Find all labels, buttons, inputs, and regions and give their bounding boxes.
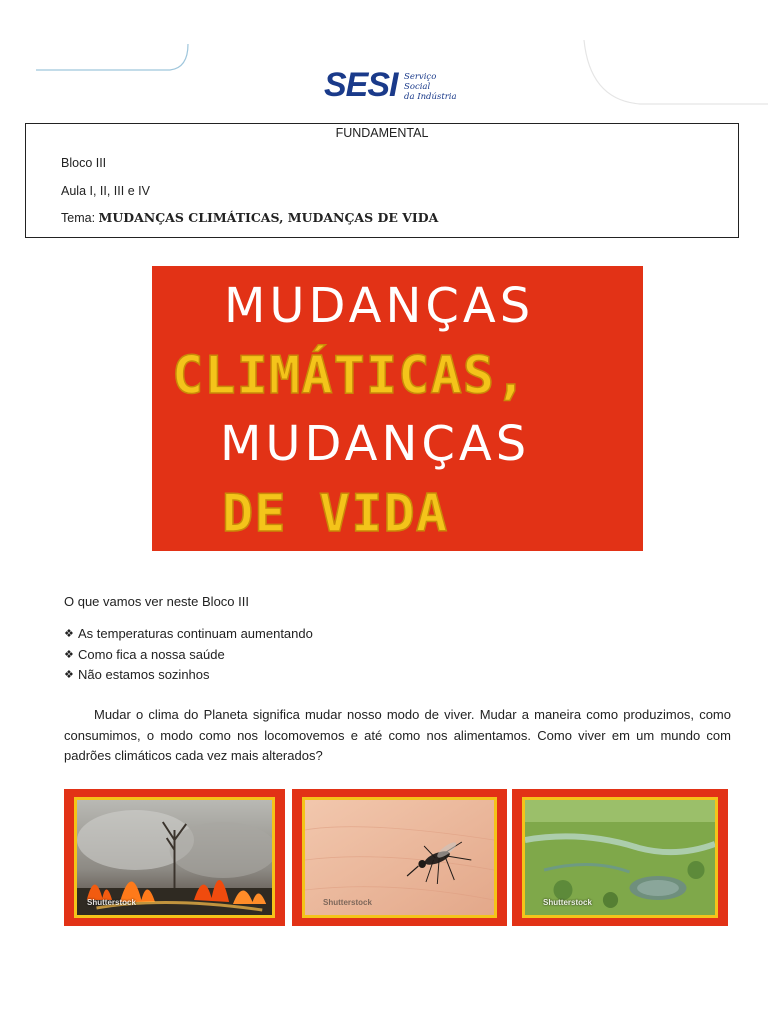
topic-list [64,624,313,686]
intro-text: O que vamos ver neste Bloco III [64,594,249,609]
logo-subtitle-line: Social [404,82,431,92]
level-title: FUNDAMENTAL [335,126,429,140]
diamond-bullet-icon: ❖ [64,648,74,661]
watermark: Shutterstock [323,898,372,907]
list-item [64,665,313,686]
theme-label: Tema: [61,211,96,225]
block-label: Bloco III [61,156,107,170]
banner-line-4: DE VIDA [222,484,449,544]
watermark: Shutterstock [543,898,592,907]
banner-line-1: MUDANÇAS [224,278,535,334]
mosquito-photo [292,789,507,926]
list-item-text: Não estamos sozinhos [78,667,210,682]
logo-word: SESI [324,66,398,104]
list-item [64,645,313,666]
list-item [64,624,313,645]
title-banner [152,266,643,551]
theme-value: MUDANÇAS CLIMÁTICAS, MUDANÇAS DE VIDA [98,210,439,225]
theme-line [61,210,438,225]
lessons-label: Aula I, II, III e IV [61,184,150,198]
list-item-text: As temperaturas continuam aumentando [78,626,313,641]
body-paragraph: Mudar o clima do Planeta significa mudar nosso modo de viver. Mudar a maneira como produzimos, como consumimos, o modo como nos locomovemos e até como nos alimentamos. Como viver em um mundo com padrões climáticos cada vez mais alterados? [64,707,731,763]
banner-line-2: CLIMÁTICAS, [172,346,528,406]
diamond-bullet-icon: ❖ [64,669,74,681]
diamond-bullet-icon: ❖ [64,628,74,640]
list-item-text: Como fica a nossa saúde [78,646,225,662]
watermark: Shutterstock [87,898,136,907]
logo-subtitle [404,72,474,102]
banner-line-3: MUDANÇAS [220,416,531,472]
wetland-photo [512,789,728,926]
lesson-header-box [25,123,739,238]
logo-subtitle-line: da Indústria [404,92,457,102]
forest-fire-photo [64,789,285,926]
logo-subtitle-line: Serviço [404,72,437,82]
